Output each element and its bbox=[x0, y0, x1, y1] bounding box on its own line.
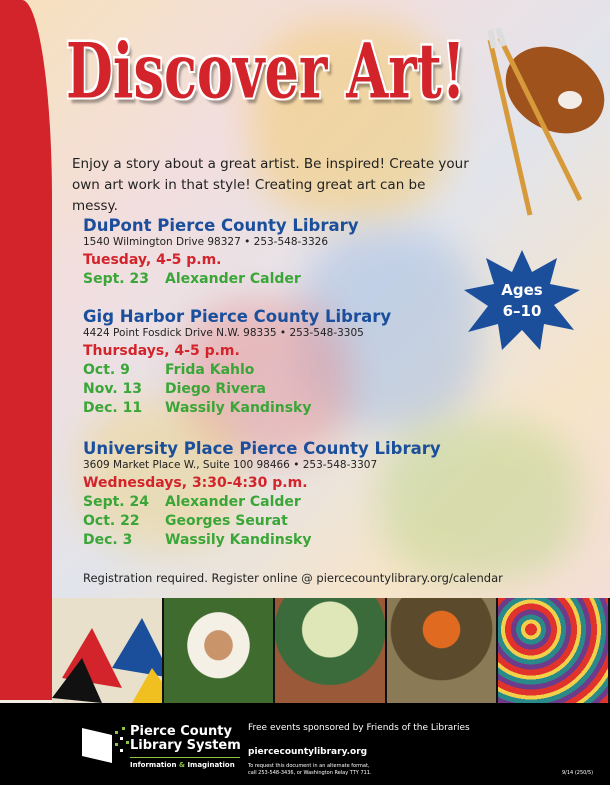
tagline-a: Information bbox=[130, 761, 177, 769]
event-artist: Alexander Calder bbox=[165, 271, 301, 287]
kandinsky-artwork-image bbox=[498, 598, 610, 703]
registration-note: Registration required. Register online @ piercecountylibrary.org/calendar bbox=[83, 571, 503, 585]
page-title: Discover Art! bbox=[66, 26, 466, 116]
event-row bbox=[83, 494, 441, 510]
kahlo-artwork-image bbox=[164, 598, 276, 703]
tagline-b: Imagination bbox=[187, 761, 235, 769]
event-row bbox=[83, 271, 359, 287]
library-section-university-place bbox=[83, 439, 441, 548]
library-name: University Place Pierce County Library bbox=[83, 439, 441, 458]
calder-artwork-image bbox=[52, 598, 164, 703]
badge-line2: 6–10 bbox=[502, 302, 542, 320]
document-code: 9/14 (250/5) bbox=[562, 770, 594, 776]
library-section-gig-harbor bbox=[83, 307, 391, 416]
logo-tagline bbox=[130, 757, 240, 769]
library-address: 4424 Point Fosdick Drive N.W. 98335 • 253-548-3305 bbox=[83, 327, 364, 339]
alternate-format-note bbox=[248, 763, 372, 777]
library-name: Gig Harbor Pierce County Library bbox=[83, 307, 392, 326]
intro-text: Enjoy a story about a great artist. Be inspired! Create your own art work in that style! Creating great art can be messy. bbox=[72, 156, 469, 214]
tagline-amp: & bbox=[178, 761, 185, 769]
red-side-band bbox=[0, 0, 52, 700]
event-row bbox=[83, 532, 441, 548]
event-row bbox=[83, 513, 441, 529]
logo-line2: Library System bbox=[130, 738, 241, 753]
badge-line1: Ages bbox=[501, 281, 543, 299]
library-schedule: Tuesday, 4-5 p.m. bbox=[83, 252, 222, 268]
library-schedule: Wednesdays, 3:30-4:30 p.m. bbox=[83, 475, 308, 491]
event-date: Sept. 24 bbox=[83, 494, 149, 510]
event-artist: Georges Seurat bbox=[165, 513, 288, 529]
alt-line2: call 253-548-3436, or Washington Relay TTY 711. bbox=[248, 770, 372, 776]
logo-line1: Pierce County bbox=[130, 724, 232, 739]
ages-badge bbox=[462, 250, 582, 350]
logo-text bbox=[130, 725, 241, 753]
alt-line1: To request this document in an alternate format, bbox=[248, 763, 370, 769]
event-row bbox=[83, 362, 391, 378]
library-name: DuPont Pierce County Library bbox=[83, 216, 359, 235]
event-artist: Frida Kahlo bbox=[165, 362, 255, 378]
sponsor-text: Free events sponsored by Friends of the Libraries bbox=[248, 723, 470, 733]
event-date: Dec. 11 bbox=[83, 400, 143, 416]
event-date: Dec. 3 bbox=[83, 532, 133, 548]
event-artist: Wassily Kandinsky bbox=[165, 532, 312, 548]
library-section-dupont bbox=[83, 216, 359, 287]
event-artist: Wassily Kandinsky bbox=[165, 400, 312, 416]
event-artist: Diego Rivera bbox=[165, 381, 266, 397]
event-artist: Alexander Calder bbox=[165, 494, 301, 510]
event-row bbox=[83, 400, 391, 416]
artwork-strip bbox=[52, 598, 610, 703]
seurat-artwork-image bbox=[387, 598, 499, 703]
event-row bbox=[83, 381, 391, 397]
event-date: Oct. 9 bbox=[83, 362, 130, 378]
library-logo-icon bbox=[82, 723, 132, 765]
paint-palette-icon bbox=[470, 20, 610, 220]
library-schedule: Thursdays, 4-5 p.m. bbox=[83, 343, 240, 359]
event-date: Sept. 23 bbox=[83, 271, 149, 287]
event-date: Nov. 13 bbox=[83, 381, 142, 397]
rivera-artwork-image bbox=[275, 598, 387, 703]
website-link[interactable]: piercecountylibrary.org bbox=[248, 747, 368, 757]
footer bbox=[0, 703, 610, 785]
library-address: 1540 Wilmington Drive 98327 • 253-548-3326 bbox=[83, 236, 329, 248]
event-date: Oct. 22 bbox=[83, 513, 140, 529]
library-address: 3609 Market Place W., Suite 100 98466 • 253-548-3307 bbox=[83, 459, 378, 471]
